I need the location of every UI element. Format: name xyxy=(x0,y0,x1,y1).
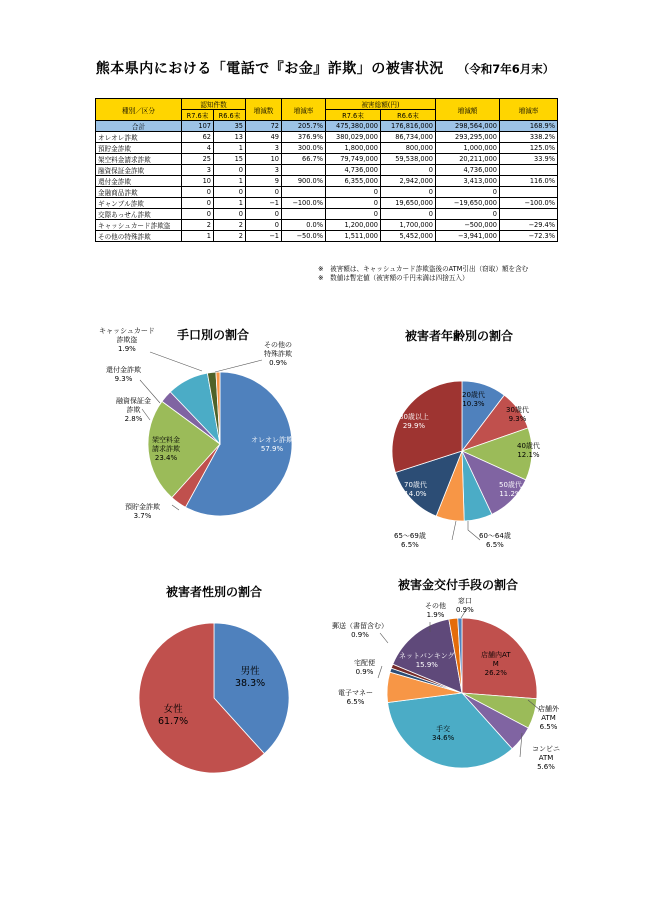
row-value: −1 xyxy=(246,198,282,209)
row-value: 0 xyxy=(182,198,214,209)
label-leader-line xyxy=(150,352,202,371)
row-value: −29.4% xyxy=(500,220,558,231)
row-value: 86,734,000 xyxy=(381,132,436,143)
label-leader-line xyxy=(378,666,382,678)
header-cases: 認知件数 xyxy=(182,99,246,110)
age-label-40s: 40歳代 12.1% xyxy=(517,442,540,459)
row-category: キャッシュカード詐欺盗 xyxy=(96,220,182,231)
age-label-30s: 30歳代 9.3% xyxy=(506,406,529,423)
row-value: 376.9% xyxy=(282,132,326,143)
row-value: 1,200,000 xyxy=(326,220,381,231)
age-label-50s: 50歳代 11.2% xyxy=(499,481,522,498)
row-value: 800,000 xyxy=(381,143,436,154)
row-value: −1 xyxy=(246,231,282,242)
row-value: 59,538,000 xyxy=(381,154,436,165)
row-value: 1,511,000 xyxy=(326,231,381,242)
age-label-65-69: 65～69歳 6.5% xyxy=(394,532,426,549)
row-value: 19,650,000 xyxy=(381,198,436,209)
chart-title-gender: 被害者性別の割合 xyxy=(166,585,263,599)
method-label-yochokin: 預貯金詐欺 3.7% xyxy=(125,503,160,520)
row-value: 0 xyxy=(381,209,436,220)
row-value: 116.0% xyxy=(500,176,558,187)
row-value: 3 xyxy=(182,165,214,176)
gender-label-male: 男性 38.3% xyxy=(235,666,266,689)
chart-title-age: 被害者年齢別の割合 xyxy=(405,329,514,343)
row-value: 176,816,000 xyxy=(381,121,436,132)
row-value: 0 xyxy=(326,198,381,209)
row-category: 交際あっせん詐欺 xyxy=(96,209,182,220)
delivery-label-outside-atm: 店舗外 ATM 6.5% xyxy=(538,705,559,731)
row-value: 338.2% xyxy=(500,132,558,143)
row-value: 298,564,000 xyxy=(436,121,500,132)
label-leader-line xyxy=(172,505,179,510)
row-value: 66.7% xyxy=(282,154,326,165)
row-value: 293,295,000 xyxy=(436,132,500,143)
row-value: 49 xyxy=(246,132,282,143)
gender-label-female: 女性 61.7% xyxy=(158,704,189,727)
row-value: 4,736,000 xyxy=(326,165,381,176)
row-category: 預貯金詐欺 xyxy=(96,143,182,154)
row-value: 0 xyxy=(214,165,246,176)
method-label-other: その他の 特殊詐欺 0.9% xyxy=(264,341,292,367)
row-value: 2 xyxy=(182,220,214,231)
delivery-label-mail: 郵送（書留含む） 0.9% xyxy=(332,622,388,639)
row-value: 10 xyxy=(182,176,214,187)
row-category: ギャンブル詐欺 xyxy=(96,198,182,209)
method-label-yuushi: 融資保証金 詐欺 2.8% xyxy=(116,397,151,423)
chart-title-delivery: 被害金交付手段の割合 xyxy=(398,578,519,592)
row-value: 0 xyxy=(246,220,282,231)
row-category: 還付金詐欺 xyxy=(96,176,182,187)
row-value: 1 xyxy=(214,176,246,187)
row-value: 33.9% xyxy=(500,154,558,165)
row-value: 0 xyxy=(246,209,282,220)
row-value: 0 xyxy=(214,209,246,220)
row-value: −3,941,000 xyxy=(436,231,500,242)
row-value: 380,029,000 xyxy=(326,132,381,143)
note-line: ※ 数値は暫定値（被害額の千円未満は四捨五入） xyxy=(318,274,469,282)
row-value: 0 xyxy=(381,187,436,198)
delivery-label-store-atm: 店舗内AT M 26.2% xyxy=(481,651,511,677)
header-cases-rate: 増減率 xyxy=(282,99,326,121)
row-value: 300.0% xyxy=(282,143,326,154)
delivery-label-counter: 窓口 0.9% xyxy=(456,597,474,614)
row-category: 融資保証金詐欺 xyxy=(96,165,182,176)
row-value: 0 xyxy=(214,187,246,198)
row-value: 125.0% xyxy=(500,143,558,154)
row-value: 10 xyxy=(246,154,282,165)
row-value: 475,380,000 xyxy=(326,121,381,132)
row-value: −100.0% xyxy=(282,198,326,209)
row-value: 1 xyxy=(214,143,246,154)
method-label-kanpu: 還付金詐欺 9.3% xyxy=(106,366,141,383)
header-damage: 被害総額(円) xyxy=(326,99,436,110)
row-value: 3 xyxy=(246,165,282,176)
row-value: 1,000,000 xyxy=(436,143,500,154)
delivery-label-other: その他 1.9% xyxy=(425,602,446,619)
chart-title-method: 手口別の割合 xyxy=(177,328,250,342)
row-value: 0 xyxy=(182,209,214,220)
row-value: 5,452,000 xyxy=(381,231,436,242)
row-value: 15 xyxy=(214,154,246,165)
delivery-label-conbini-atm: コンビニ ATM 5.6% xyxy=(532,745,560,771)
method-label-oreore: オレオレ詐欺 57.9% xyxy=(251,436,293,453)
row-value: 3,413,000 xyxy=(436,176,500,187)
row-value: 0 xyxy=(326,209,381,220)
row-value: 900.0% xyxy=(282,176,326,187)
delivery-label-handover: 手交 34.6% xyxy=(432,725,455,742)
row-value: −50.0% xyxy=(282,231,326,242)
row-value: 2 xyxy=(214,220,246,231)
row-value: 2 xyxy=(214,231,246,242)
age-label-20s: 20歳代 10.3% xyxy=(462,391,485,408)
header-damage-r6: R6.6末 xyxy=(381,110,436,121)
row-value: 0 xyxy=(436,209,500,220)
header-damage-rate: 増減率 xyxy=(500,99,558,121)
row-category: その他の特殊詐欺 xyxy=(96,231,182,242)
row-value: 4,736,000 xyxy=(436,165,500,176)
row-value: 1 xyxy=(182,231,214,242)
page-date: （令和7年6月末） xyxy=(457,62,555,76)
row-value: 35 xyxy=(214,121,246,132)
page-title: 熊本県内における「電話で『お金』詐欺」の被害状況 xyxy=(95,61,444,77)
row-value: 13 xyxy=(214,132,246,143)
note-line: ※ 被害額は、キャッシュカード詐欺盗後のATM引出（窃取）額を含む xyxy=(318,265,529,273)
header-cases-r7: R7.6末 xyxy=(182,110,214,121)
header-damage-r7: R7.6末 xyxy=(326,110,381,121)
row-value: 9 xyxy=(246,176,282,187)
row-value: 1,800,000 xyxy=(326,143,381,154)
header-category: 種別／区分 xyxy=(96,99,182,121)
delivery-label-netbank: ネットバンキング 15.9% xyxy=(399,652,455,669)
label-leader-line xyxy=(215,360,262,372)
header-damage-diff: 増減額 xyxy=(436,99,500,121)
age-label-70s: 70歳代 14.0% xyxy=(404,481,427,498)
row-value: −19,650,000 xyxy=(436,198,500,209)
delivery-label-emoney: 電子マネー 6.5% xyxy=(338,689,373,706)
age-label-60-64: 60～64歳 6.5% xyxy=(479,532,511,549)
row-value: 205.7% xyxy=(282,121,326,132)
row-value: −500,000 xyxy=(436,220,500,231)
row-value: 0 xyxy=(182,187,214,198)
row-value: 0 xyxy=(381,165,436,176)
row-value: −100.0% xyxy=(500,198,558,209)
row-value: 0 xyxy=(326,187,381,198)
row-value: 72 xyxy=(246,121,282,132)
delivery-label-takuhai: 宅配便 0.9% xyxy=(354,659,375,676)
row-value: 20,211,000 xyxy=(436,154,500,165)
row-value: 62 xyxy=(182,132,214,143)
row-category: 金融商品詐欺 xyxy=(96,187,182,198)
header-cases-diff: 増減数 xyxy=(246,99,282,121)
row-category: 架空料金請求詐欺 xyxy=(96,154,182,165)
label-leader-line xyxy=(452,521,456,540)
row-value: 6,355,000 xyxy=(326,176,381,187)
row-category: オレオレ詐欺 xyxy=(96,132,182,143)
row-value: 79,749,000 xyxy=(326,154,381,165)
row-category: 合計 xyxy=(96,121,182,132)
row-value: 0.0% xyxy=(282,220,326,231)
method-label-kakuu: 架空料金 請求詐欺 23.4% xyxy=(152,436,180,462)
row-value: 107 xyxy=(182,121,214,132)
row-value: 4 xyxy=(182,143,214,154)
header-cases-r6: R6.6末 xyxy=(214,110,246,121)
row-value: −72.3% xyxy=(500,231,558,242)
row-value: 2,942,000 xyxy=(381,176,436,187)
row-value: 0 xyxy=(436,187,500,198)
method-label-cashcard: キャッシュカード 詐欺盗 1.9% xyxy=(99,327,155,353)
age-label-80plus: 80歳以上 29.9% xyxy=(399,413,429,430)
row-value: 0 xyxy=(246,187,282,198)
row-value: 1,700,000 xyxy=(381,220,436,231)
row-value: 3 xyxy=(246,143,282,154)
row-value: 168.9% xyxy=(500,121,558,132)
row-value: 1 xyxy=(214,198,246,209)
row-value: 25 xyxy=(182,154,214,165)
